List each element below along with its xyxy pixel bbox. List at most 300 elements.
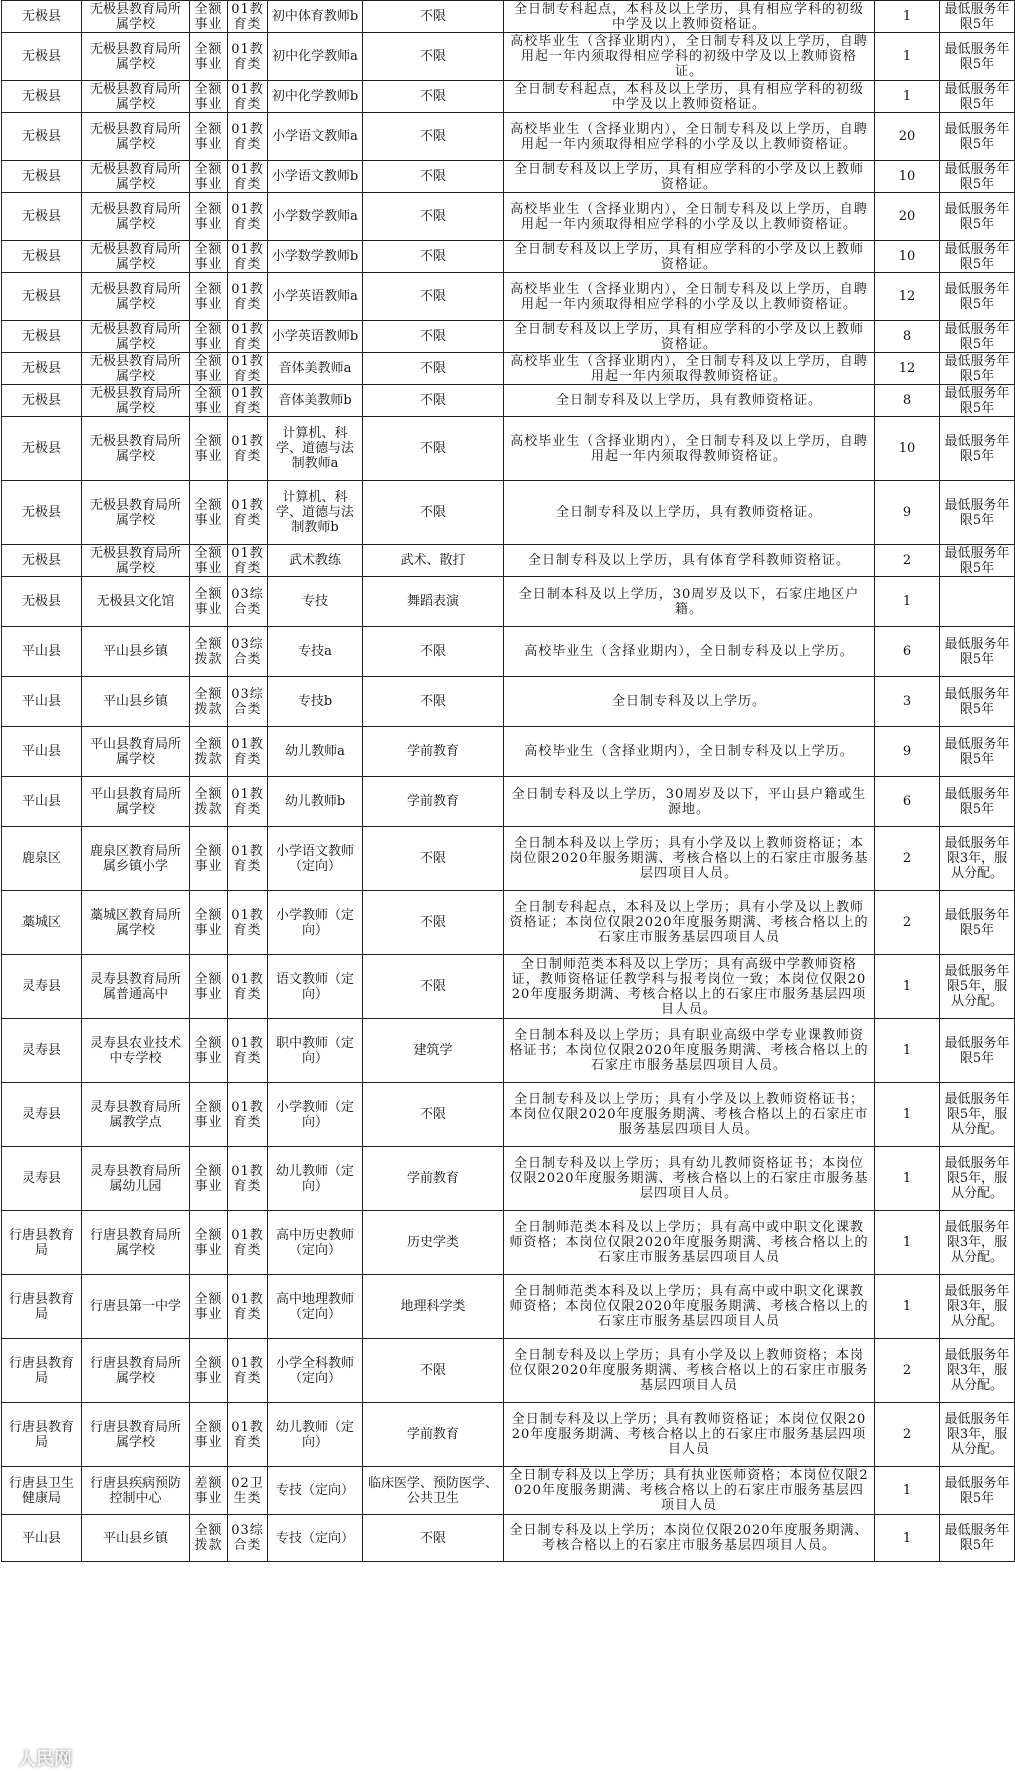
- count-cell: 1: [875, 1515, 940, 1562]
- major-cell: 不限: [363, 113, 504, 161]
- note-cell: 最低服务年限3年，服从分配。: [940, 827, 1015, 891]
- count-cell: 9: [875, 727, 940, 777]
- table-row: [2, 777, 1015, 827]
- count-cell: 1: [875, 955, 940, 1019]
- funding-cell: 全额事业: [190, 1275, 228, 1339]
- table-row: [2, 727, 1015, 777]
- count-cell: 10: [875, 241, 940, 273]
- county-cell: 鹿泉区: [2, 827, 82, 891]
- funding-cell: 全额事业: [190, 1, 228, 33]
- count-cell: 2: [875, 891, 940, 955]
- county-cell: 无极县: [2, 273, 82, 321]
- count-cell: 1: [875, 1, 940, 33]
- category-cell: 01教育类: [228, 1339, 268, 1403]
- major-cell: 不限: [363, 33, 504, 81]
- requirement-cell: 全日制专科及以上学历，具有相应学科的小学及以上教师资格证。: [504, 161, 875, 193]
- note-cell: 最低服务年限3年，服从分配。: [940, 1403, 1015, 1467]
- category-cell: 01教育类: [228, 891, 268, 955]
- major-cell: 不限: [363, 955, 504, 1019]
- table-row: [2, 1211, 1015, 1275]
- count-cell: 20: [875, 113, 940, 161]
- table-row: [2, 955, 1015, 1019]
- requirement-cell: 全日制专科及以上学历，具有相应学科的小学及以上教师资格证。: [504, 241, 875, 273]
- unit-cell: 行唐县教育局所属学校: [82, 1211, 190, 1275]
- category-cell: 02卫生类: [228, 1467, 268, 1515]
- note-cell: 最低服务年限5年: [940, 417, 1015, 481]
- requirement-cell: 全日制专科及以上学历；具有教师资格证；本岗位仅限2020年度服务期满、考核合格以上的石家庄市服务基层四项目人员: [504, 1403, 875, 1467]
- table-row: [2, 827, 1015, 891]
- position-cell: 小学全科教师（定向）: [268, 1339, 363, 1403]
- category-cell: 01教育类: [228, 827, 268, 891]
- category-cell: 03综合类: [228, 1515, 268, 1562]
- unit-cell: 行唐县疾病预防控制中心: [82, 1467, 190, 1515]
- funding-cell: 全额事业: [190, 577, 228, 627]
- unit-cell: 无极县教育局所属学校: [82, 193, 190, 241]
- county-cell: 无极县: [2, 577, 82, 627]
- table-row: [2, 577, 1015, 627]
- category-cell: 01教育类: [228, 481, 268, 545]
- category-cell: 01教育类: [228, 113, 268, 161]
- note-cell: 最低服务年限5年: [940, 81, 1015, 113]
- count-cell: 3: [875, 677, 940, 727]
- count-cell: 2: [875, 827, 940, 891]
- table-row: [2, 161, 1015, 193]
- table-row: [2, 193, 1015, 241]
- county-cell: 无极县: [2, 193, 82, 241]
- county-cell: 无极县: [2, 161, 82, 193]
- unit-cell: 无极县教育局所属学校: [82, 33, 190, 81]
- county-cell: 平山县: [2, 677, 82, 727]
- note-cell: 最低服务年限5年: [940, 241, 1015, 273]
- table-row: [2, 891, 1015, 955]
- table-row: [2, 353, 1015, 385]
- table-row: [2, 417, 1015, 481]
- category-cell: 01教育类: [228, 727, 268, 777]
- unit-cell: 平山县乡镇: [82, 1515, 190, 1562]
- requirement-cell: 全日制专科及以上学历；本岗位仅限2020年度服务期满、考核合格以上的石家庄市服务基层四项目人员。: [504, 1515, 875, 1562]
- category-cell: 01教育类: [228, 33, 268, 81]
- county-cell: 无极县: [2, 385, 82, 417]
- funding-cell: 全额事业: [190, 1019, 228, 1083]
- category-cell: 01教育类: [228, 955, 268, 1019]
- funding-cell: 全额事业: [190, 353, 228, 385]
- major-cell: 不限: [363, 1515, 504, 1562]
- funding-cell: 全额拨款: [190, 727, 228, 777]
- position-cell: 幼儿教师b: [268, 777, 363, 827]
- major-cell: 不限: [363, 81, 504, 113]
- county-cell: 无极县: [2, 241, 82, 273]
- funding-cell: 全额事业: [190, 113, 228, 161]
- category-cell: 01教育类: [228, 273, 268, 321]
- count-cell: 6: [875, 777, 940, 827]
- requirement-cell: 高校毕业生（含择业期内），全日制专科及以上学历，自聘用起一年内须取得教师资格证。: [504, 417, 875, 481]
- unit-cell: 平山县乡镇: [82, 677, 190, 727]
- county-cell: 灵寿县: [2, 955, 82, 1019]
- major-cell: 学前教育: [363, 727, 504, 777]
- note-cell: 最低服务年限3年，服从分配。: [940, 1211, 1015, 1275]
- note-cell: 最低服务年限5年: [940, 677, 1015, 727]
- funding-cell: 全额事业: [190, 1083, 228, 1147]
- count-cell: 1: [875, 577, 940, 627]
- category-cell: 01教育类: [228, 385, 268, 417]
- table-row: [2, 1083, 1015, 1147]
- position-cell: 专技b: [268, 677, 363, 727]
- funding-cell: 全额事业: [190, 81, 228, 113]
- count-cell: 10: [875, 161, 940, 193]
- requirement-cell: 全日制专科起点，本科及以上学历，具有相应学科的初级中学及以上教师资格证。: [504, 1, 875, 33]
- unit-cell: 无极县教育局所属学校: [82, 81, 190, 113]
- count-cell: 1: [875, 1467, 940, 1515]
- count-cell: 1: [875, 1275, 940, 1339]
- table-row: [2, 481, 1015, 545]
- major-cell: 不限: [363, 193, 504, 241]
- position-cell: 高中历史教师（定向）: [268, 1211, 363, 1275]
- table-row: [2, 1339, 1015, 1403]
- requirement-cell: 全日制专科及以上学历；具有小学及以上教师资格；本岗位仅限2020年度服务期满、考核合格以上的石家庄市服务基层四项目人员: [504, 1339, 875, 1403]
- position-cell: 专技a: [268, 627, 363, 677]
- count-cell: 10: [875, 417, 940, 481]
- count-cell: 1: [875, 81, 940, 113]
- county-cell: 行唐县教育局: [2, 1211, 82, 1275]
- table-row: [2, 1, 1015, 33]
- note-cell: 最低服务年限5年: [940, 1515, 1015, 1562]
- table-row: [2, 1403, 1015, 1467]
- category-cell: 01教育类: [228, 241, 268, 273]
- count-cell: 1: [875, 1147, 940, 1211]
- county-cell: 平山县: [2, 1515, 82, 1562]
- note-cell: 最低服务年限5年，服从分配。: [940, 1147, 1015, 1211]
- funding-cell: 全额事业: [190, 1211, 228, 1275]
- unit-cell: 无极县教育局所属学校: [82, 113, 190, 161]
- major-cell: 不限: [363, 241, 504, 273]
- note-cell: 最低服务年限3年，服从分配。: [940, 1339, 1015, 1403]
- requirement-cell: 全日制专科及以上学历；具有执业医师资格；本岗位仅限2020年度服务期满、考核合格以上的石家庄市服务基层四项目人员: [504, 1467, 875, 1515]
- requirement-cell: 全日制专科及以上学历，具有教师资格证。: [504, 481, 875, 545]
- unit-cell: 平山县教育局所属学校: [82, 777, 190, 827]
- position-cell: 计算机、科学、道德与法制教师a: [268, 417, 363, 481]
- requirement-cell: 全日制专科起点，本科及以上学历，具有相应学科的初级中学及以上教师资格证。: [504, 81, 875, 113]
- position-cell: 小学语文教师a: [268, 113, 363, 161]
- funding-cell: 全额拨款: [190, 1515, 228, 1562]
- recruitment-table: [1, 0, 1015, 1562]
- county-cell: 无极县: [2, 353, 82, 385]
- requirement-cell: 全日制师范类本科及以上学历；具有高中或中职文化课教师资格；本岗位仅限2020年度服务期满、考核合格以上的石家庄市服务基层四项目人员: [504, 1211, 875, 1275]
- category-cell: 01教育类: [228, 1, 268, 33]
- funding-cell: 全额事业: [190, 827, 228, 891]
- category-cell: 01教育类: [228, 81, 268, 113]
- position-cell: 幼儿教师（定向）: [268, 1403, 363, 1467]
- count-cell: 1: [875, 1083, 940, 1147]
- category-cell: 01教育类: [228, 1275, 268, 1339]
- major-cell: 不限: [363, 677, 504, 727]
- position-cell: 小学语文教师（定向）: [268, 827, 363, 891]
- major-cell: 不限: [363, 353, 504, 385]
- position-cell: 小学教师（定向）: [268, 891, 363, 955]
- funding-cell: 差额事业: [190, 1467, 228, 1515]
- county-cell: 灵寿县: [2, 1083, 82, 1147]
- position-cell: 小学英语教师a: [268, 273, 363, 321]
- table-row: [2, 1147, 1015, 1211]
- position-cell: 小学数学教师a: [268, 193, 363, 241]
- position-cell: 武术教练: [268, 545, 363, 577]
- unit-cell: 行唐县教育局所属学校: [82, 1403, 190, 1467]
- note-cell: 最低服务年限5年: [940, 353, 1015, 385]
- table-row: [2, 321, 1015, 353]
- county-cell: 行唐县教育局: [2, 1275, 82, 1339]
- category-cell: 01教育类: [228, 1019, 268, 1083]
- major-cell: 历史学类: [363, 1211, 504, 1275]
- position-cell: 幼儿教师（定向）: [268, 1147, 363, 1211]
- note-cell: 最低服务年限5年: [940, 385, 1015, 417]
- major-cell: 不限: [363, 1083, 504, 1147]
- requirement-cell: 高校毕业生（含择业期内），全日制专科及以上学历，自聘用起一年内须取得相应学科的小学及以上教师资格证。: [504, 113, 875, 161]
- count-cell: 8: [875, 321, 940, 353]
- count-cell: 1: [875, 1211, 940, 1275]
- requirement-cell: 高校毕业生（含择业期内），全日制专科及以上学历，自聘用起一年内须取得相应学科的小学及以上教师资格证。: [504, 193, 875, 241]
- table-row: [2, 1467, 1015, 1515]
- major-cell: 学前教育: [363, 1403, 504, 1467]
- unit-cell: 无极县教育局所属学校: [82, 241, 190, 273]
- county-cell: 灵寿县: [2, 1019, 82, 1083]
- category-cell: 01教育类: [228, 417, 268, 481]
- unit-cell: 无极县教育局所属学校: [82, 545, 190, 577]
- note-cell: [940, 577, 1015, 627]
- table-row: [2, 241, 1015, 273]
- major-cell: 不限: [363, 891, 504, 955]
- major-cell: 临床医学、预防医学、公共卫生: [363, 1467, 504, 1515]
- requirement-cell: 高校毕业生（含择业期内），全日制专科及以上学历。: [504, 627, 875, 677]
- position-cell: 音体美教师a: [268, 353, 363, 385]
- county-cell: 无极县: [2, 481, 82, 545]
- table-row: [2, 677, 1015, 727]
- unit-cell: 鹿泉区教育局所属乡镇小学: [82, 827, 190, 891]
- table-row: [2, 81, 1015, 113]
- position-cell: 小学语文教师b: [268, 161, 363, 193]
- category-cell: 03综合类: [228, 577, 268, 627]
- requirement-cell: 全日制专科及以上学历，30周岁及以下，平山县户籍或生源地。: [504, 777, 875, 827]
- note-cell: 最低服务年限5年: [940, 727, 1015, 777]
- note-cell: 最低服务年限5年: [940, 627, 1015, 677]
- funding-cell: 全额事业: [190, 321, 228, 353]
- county-cell: 无极县: [2, 321, 82, 353]
- position-cell: 专技: [268, 577, 363, 627]
- requirement-cell: 全日制师范类本科及以上学历；具有高级中学教师资格证，教师资格证任教学科与报考岗位一致；本岗位仅限2020年度服务期满、考核合格以上的石家庄市服务基层四项目人员。: [504, 955, 875, 1019]
- requirement-cell: 全日制专科及以上学历，具有教师资格证。: [504, 385, 875, 417]
- funding-cell: 全额拨款: [190, 777, 228, 827]
- count-cell: 1: [875, 1019, 940, 1083]
- funding-cell: 全额事业: [190, 545, 228, 577]
- funding-cell: 全额事业: [190, 193, 228, 241]
- county-cell: 无极县: [2, 545, 82, 577]
- category-cell: 01教育类: [228, 1211, 268, 1275]
- major-cell: 学前教育: [363, 777, 504, 827]
- category-cell: 01教育类: [228, 777, 268, 827]
- county-cell: 行唐县教育局: [2, 1403, 82, 1467]
- category-cell: 01教育类: [228, 161, 268, 193]
- major-cell: 建筑学: [363, 1019, 504, 1083]
- funding-cell: 全额事业: [190, 33, 228, 81]
- funding-cell: 全额事业: [190, 1403, 228, 1467]
- major-cell: 不限: [363, 321, 504, 353]
- category-cell: 01教育类: [228, 545, 268, 577]
- requirement-cell: 全日制本科及以上学历；具有职业高级中学专业课教师资格证书；本岗位仅限2020年度服务期满、考核合格以上的石家庄市服务基层四项目人员。: [504, 1019, 875, 1083]
- note-cell: 最低服务年限5年: [940, 481, 1015, 545]
- county-cell: 平山县: [2, 627, 82, 677]
- note-cell: 最低服务年限5年: [940, 321, 1015, 353]
- requirement-cell: 高校毕业生（含择业期内），全日制专科及以上学历，自聘用起一年内须取得相应学科的初级中学及以上教师资格证。: [504, 33, 875, 81]
- unit-cell: 平山县乡镇: [82, 627, 190, 677]
- funding-cell: 全额事业: [190, 241, 228, 273]
- unit-cell: 无极县教育局所属学校: [82, 385, 190, 417]
- major-cell: 舞蹈表演: [363, 577, 504, 627]
- count-cell: 2: [875, 1339, 940, 1403]
- unit-cell: 平山县教育局所属学校: [82, 727, 190, 777]
- category-cell: 01教育类: [228, 1083, 268, 1147]
- note-cell: 最低服务年限5年: [940, 33, 1015, 81]
- major-cell: 学前教育: [363, 1147, 504, 1211]
- table-row: [2, 1019, 1015, 1083]
- category-cell: 01教育类: [228, 353, 268, 385]
- position-cell: 专技（定向）: [268, 1467, 363, 1515]
- category-cell: 01教育类: [228, 193, 268, 241]
- count-cell: 9: [875, 481, 940, 545]
- county-cell: 无极县: [2, 1, 82, 33]
- note-cell: 最低服务年限5年，服从分配。: [940, 955, 1015, 1019]
- funding-cell: 全额拨款: [190, 627, 228, 677]
- category-cell: 03综合类: [228, 627, 268, 677]
- requirement-cell: 全日制本科及以上学历，30周岁及以下，石家庄地区户籍。: [504, 577, 875, 627]
- table-row: [2, 113, 1015, 161]
- note-cell: 最低服务年限5年: [940, 273, 1015, 321]
- unit-cell: 藁城区教育局所属学校: [82, 891, 190, 955]
- position-cell: 初中体育教师b: [268, 1, 363, 33]
- unit-cell: 无极县教育局所属学校: [82, 321, 190, 353]
- count-cell: 2: [875, 1403, 940, 1467]
- major-cell: 不限: [363, 481, 504, 545]
- category-cell: 01教育类: [228, 1403, 268, 1467]
- county-cell: 无极县: [2, 33, 82, 81]
- county-cell: 行唐县卫生健康局: [2, 1467, 82, 1515]
- table-row: [2, 1515, 1015, 1562]
- position-cell: 小学英语教师b: [268, 321, 363, 353]
- major-cell: 不限: [363, 827, 504, 891]
- note-cell: 最低服务年限5年: [940, 113, 1015, 161]
- table-body: [2, 1, 1015, 1562]
- county-cell: 行唐县教育局: [2, 1339, 82, 1403]
- position-cell: 专技（定向）: [268, 1515, 363, 1562]
- position-cell: 职中教师（定向）: [268, 1019, 363, 1083]
- funding-cell: 全额事业: [190, 161, 228, 193]
- position-cell: 计算机、科学、道德与法制教师b: [268, 481, 363, 545]
- count-cell: 8: [875, 385, 940, 417]
- major-cell: 不限: [363, 1339, 504, 1403]
- requirement-cell: 高校毕业生（含择业期内），全日制专科及以上学历，自聘用起一年内须取得教师资格证。: [504, 353, 875, 385]
- count-cell: 1: [875, 33, 940, 81]
- unit-cell: 灵寿县教育局所属教学点: [82, 1083, 190, 1147]
- major-cell: 不限: [363, 161, 504, 193]
- table-row: [2, 273, 1015, 321]
- note-cell: 最低服务年限3年，服从分配。: [940, 1275, 1015, 1339]
- funding-cell: 全额事业: [190, 1339, 228, 1403]
- note-cell: 最低服务年限5年，服从分配。: [940, 1083, 1015, 1147]
- count-cell: 12: [875, 273, 940, 321]
- note-cell: 最低服务年限5年: [940, 1, 1015, 33]
- position-cell: 高中地理教师（定向）: [268, 1275, 363, 1339]
- position-cell: 语文教师（定向）: [268, 955, 363, 1019]
- major-cell: 武术、散打: [363, 545, 504, 577]
- note-cell: 最低服务年限5年: [940, 193, 1015, 241]
- unit-cell: 无极县教育局所属学校: [82, 417, 190, 481]
- table-row: [2, 33, 1015, 81]
- requirement-cell: 全日制专科及以上学历。: [504, 677, 875, 727]
- unit-cell: 行唐县第一中学: [82, 1275, 190, 1339]
- requirement-cell: 全日制专科及以上学历，具有相应学科的小学及以上教师资格证。: [504, 321, 875, 353]
- major-cell: 地理科学类: [363, 1275, 504, 1339]
- position-cell: 小学教师（定向）: [268, 1083, 363, 1147]
- position-cell: 初中化学教师b: [268, 81, 363, 113]
- county-cell: 无极县: [2, 113, 82, 161]
- requirement-cell: 高校毕业生（含择业期内），全日制专科及以上学历。: [504, 727, 875, 777]
- position-cell: 初中化学教师a: [268, 33, 363, 81]
- unit-cell: 无极县教育局所属学校: [82, 161, 190, 193]
- note-cell: 最低服务年限5年: [940, 1467, 1015, 1515]
- unit-cell: 无极县教育局所属学校: [82, 273, 190, 321]
- count-cell: 6: [875, 627, 940, 677]
- county-cell: 无极县: [2, 81, 82, 113]
- note-cell: 最低服务年限5年: [940, 1019, 1015, 1083]
- county-cell: 藁城区: [2, 891, 82, 955]
- funding-cell: 全额事业: [190, 891, 228, 955]
- table-row: [2, 385, 1015, 417]
- unit-cell: 无极县文化馆: [82, 577, 190, 627]
- county-cell: 平山县: [2, 777, 82, 827]
- unit-cell: 无极县教育局所属学校: [82, 481, 190, 545]
- major-cell: 不限: [363, 1, 504, 33]
- unit-cell: 灵寿县农业技术中专学校: [82, 1019, 190, 1083]
- position-cell: 幼儿教师a: [268, 727, 363, 777]
- count-cell: 2: [875, 545, 940, 577]
- table-row: [2, 545, 1015, 577]
- major-cell: 不限: [363, 385, 504, 417]
- count-cell: 20: [875, 193, 940, 241]
- watermark-logo: 人民网: [18, 1749, 72, 1770]
- unit-cell: 灵寿县教育局所属幼儿园: [82, 1147, 190, 1211]
- count-cell: 12: [875, 353, 940, 385]
- position-cell: 音体美教师b: [268, 385, 363, 417]
- funding-cell: 全额事业: [190, 417, 228, 481]
- county-cell: 无极县: [2, 417, 82, 481]
- major-cell: 不限: [363, 627, 504, 677]
- note-cell: 最低服务年限5年: [940, 161, 1015, 193]
- category-cell: 03综合类: [228, 677, 268, 727]
- requirement-cell: 全日制专科及以上学历，具有体育学科教师资格证。: [504, 545, 875, 577]
- unit-cell: 行唐县教育局所属学校: [82, 1339, 190, 1403]
- requirement-cell: 全日制专科及以上学历；具有小学及以上教师资格证书；本岗位仅限2020年度服务期满、考核合格以上的石家庄市服务基层四项目人员。: [504, 1083, 875, 1147]
- major-cell: 不限: [363, 417, 504, 481]
- funding-cell: 全额事业: [190, 1147, 228, 1211]
- position-cell: 小学数学教师b: [268, 241, 363, 273]
- note-cell: 最低服务年限5年: [940, 891, 1015, 955]
- table-row: [2, 1275, 1015, 1339]
- requirement-cell: 全日制师范类本科及以上学历；具有高中或中职文化课教师资格；本岗位仅限2020年度服务期满、考核合格以上的石家庄市服务基层四项目人员: [504, 1275, 875, 1339]
- funding-cell: 全额事业: [190, 955, 228, 1019]
- funding-cell: 全额事业: [190, 385, 228, 417]
- county-cell: 平山县: [2, 727, 82, 777]
- table-row: [2, 627, 1015, 677]
- unit-cell: 无极县教育局所属学校: [82, 353, 190, 385]
- unit-cell: 无极县教育局所属学校: [82, 1, 190, 33]
- county-cell: 灵寿县: [2, 1147, 82, 1211]
